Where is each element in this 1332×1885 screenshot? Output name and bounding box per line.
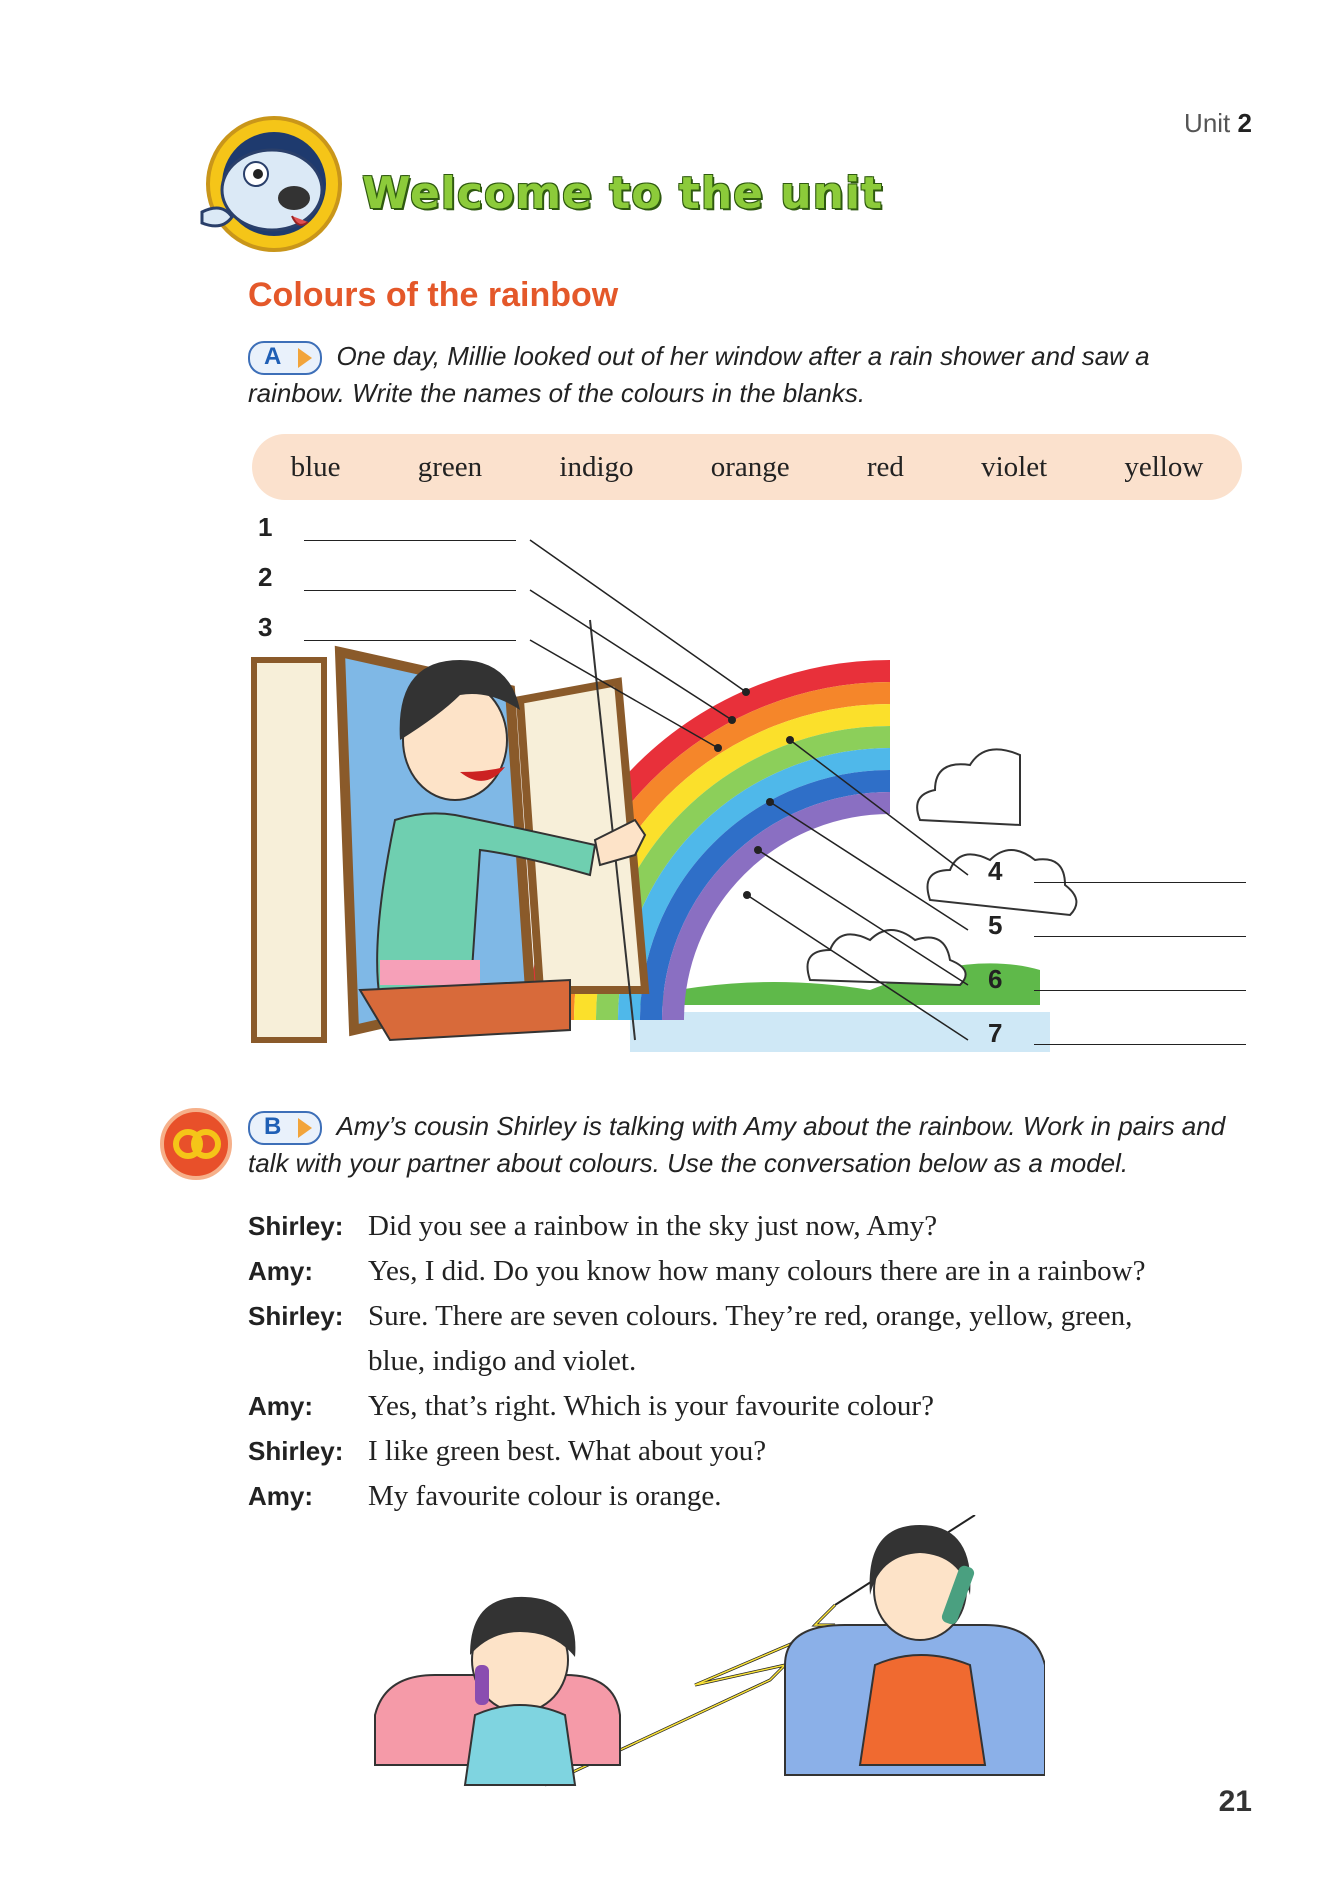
answer-blank-3[interactable] (304, 640, 516, 641)
task-a-tag (248, 341, 322, 375)
task-b-tag (248, 1111, 322, 1145)
answer-blank-1[interactable] (304, 540, 516, 541)
dialogue-text: Yes, that’s right. Which is your favourite colour? (368, 1390, 934, 1422)
dialogue-text: Yes, I did. Do you know how many colours there are in a rainbow? (368, 1255, 1146, 1287)
answer-blank-5[interactable] (1034, 936, 1246, 937)
dialogue-line (248, 1474, 1298, 1519)
dialogue-line (248, 1294, 1298, 1339)
dialogue-line (248, 1339, 1298, 1384)
word-bank-item: yellow (1124, 450, 1204, 483)
word-bank-item: green (417, 450, 483, 483)
task-b-text: Amy’s cousin Shirley is talking with Amy about the rainbow. Work in pairs and talk with your partner about colours. Use the conversation below as a model. (248, 1111, 1226, 1179)
section-title: Colours of the rainbow (248, 276, 619, 314)
window-shutter-left (254, 660, 324, 1040)
word-bank-item: indigo (559, 450, 634, 483)
blank-label: 6 (988, 964, 1003, 994)
blank-label: 2 (258, 562, 273, 592)
word-bank-item: orange (710, 450, 790, 483)
blank-label: 5 (988, 910, 1003, 940)
speaker (248, 1339, 368, 1384)
unit-word: Unit (1184, 108, 1231, 138)
task-a-letter: A (264, 343, 282, 371)
dialogue-line (248, 1384, 1298, 1429)
page-number: 21 (1218, 1785, 1252, 1818)
rainbow-illustration (250, 520, 1240, 1060)
speaker: Amy: (248, 1481, 314, 1511)
task-b-instruction (248, 1108, 1258, 1181)
dialogue-text: I like green best. What about you? (368, 1435, 767, 1467)
speaker: Amy: (248, 1391, 314, 1421)
blank-label: 4 (988, 856, 1003, 886)
task-a-instruction (248, 338, 1248, 411)
girl-shirley (465, 1597, 575, 1785)
pair-talk-icon (158, 1106, 234, 1182)
speaker: Shirley: (248, 1436, 344, 1466)
dialogue-text: Did you see a rainbow in the sky just now, Amy? (368, 1210, 938, 1242)
dialogue (248, 1204, 1298, 1519)
speaker: Amy: (248, 1256, 314, 1286)
dog-mascot-icon (192, 112, 352, 257)
phone-call-illustration (365, 1515, 1045, 1795)
answer-blank-6[interactable] (1034, 990, 1246, 991)
window-sill (360, 980, 570, 1040)
blank-label: 3 (258, 612, 273, 642)
word-bank-item: blue (290, 450, 341, 483)
speaker: Shirley: (248, 1301, 344, 1331)
answer-blank-7[interactable] (1034, 1044, 1246, 1045)
blank-label: 7 (988, 1018, 1003, 1048)
water (630, 1012, 1050, 1052)
speaker: Shirley: (248, 1211, 344, 1241)
unit-label (1184, 108, 1252, 139)
dialogue-line (248, 1249, 1298, 1294)
word-bank-item: red (866, 450, 904, 483)
answer-blank-2[interactable] (304, 590, 516, 591)
unit-number: 2 (1237, 108, 1252, 138)
dialogue-text: blue, indigo and violet. (368, 1345, 637, 1377)
dialogue-text: My favourite colour is orange. (368, 1480, 722, 1512)
dialogue-text: Sure. There are seven colours. They’re red, orange, yellow, green, (368, 1300, 1133, 1332)
play-arrow-icon (298, 348, 312, 368)
word-bank-item: violet (981, 450, 1048, 483)
answer-blank-4[interactable] (1034, 882, 1246, 883)
task-b-letter: B (264, 1113, 282, 1141)
blank-label: 1 (258, 512, 273, 542)
page-title: Welcome to the unit (362, 168, 884, 219)
play-arrow-icon (298, 1118, 312, 1138)
task-a-text: One day, Millie looked out of her window after a rain shower and saw a rainbow. Write the names of the colours in the blanks. (248, 341, 1150, 409)
dialogue-line (248, 1429, 1298, 1474)
word-bank (252, 434, 1242, 500)
dialogue-line (248, 1204, 1298, 1249)
